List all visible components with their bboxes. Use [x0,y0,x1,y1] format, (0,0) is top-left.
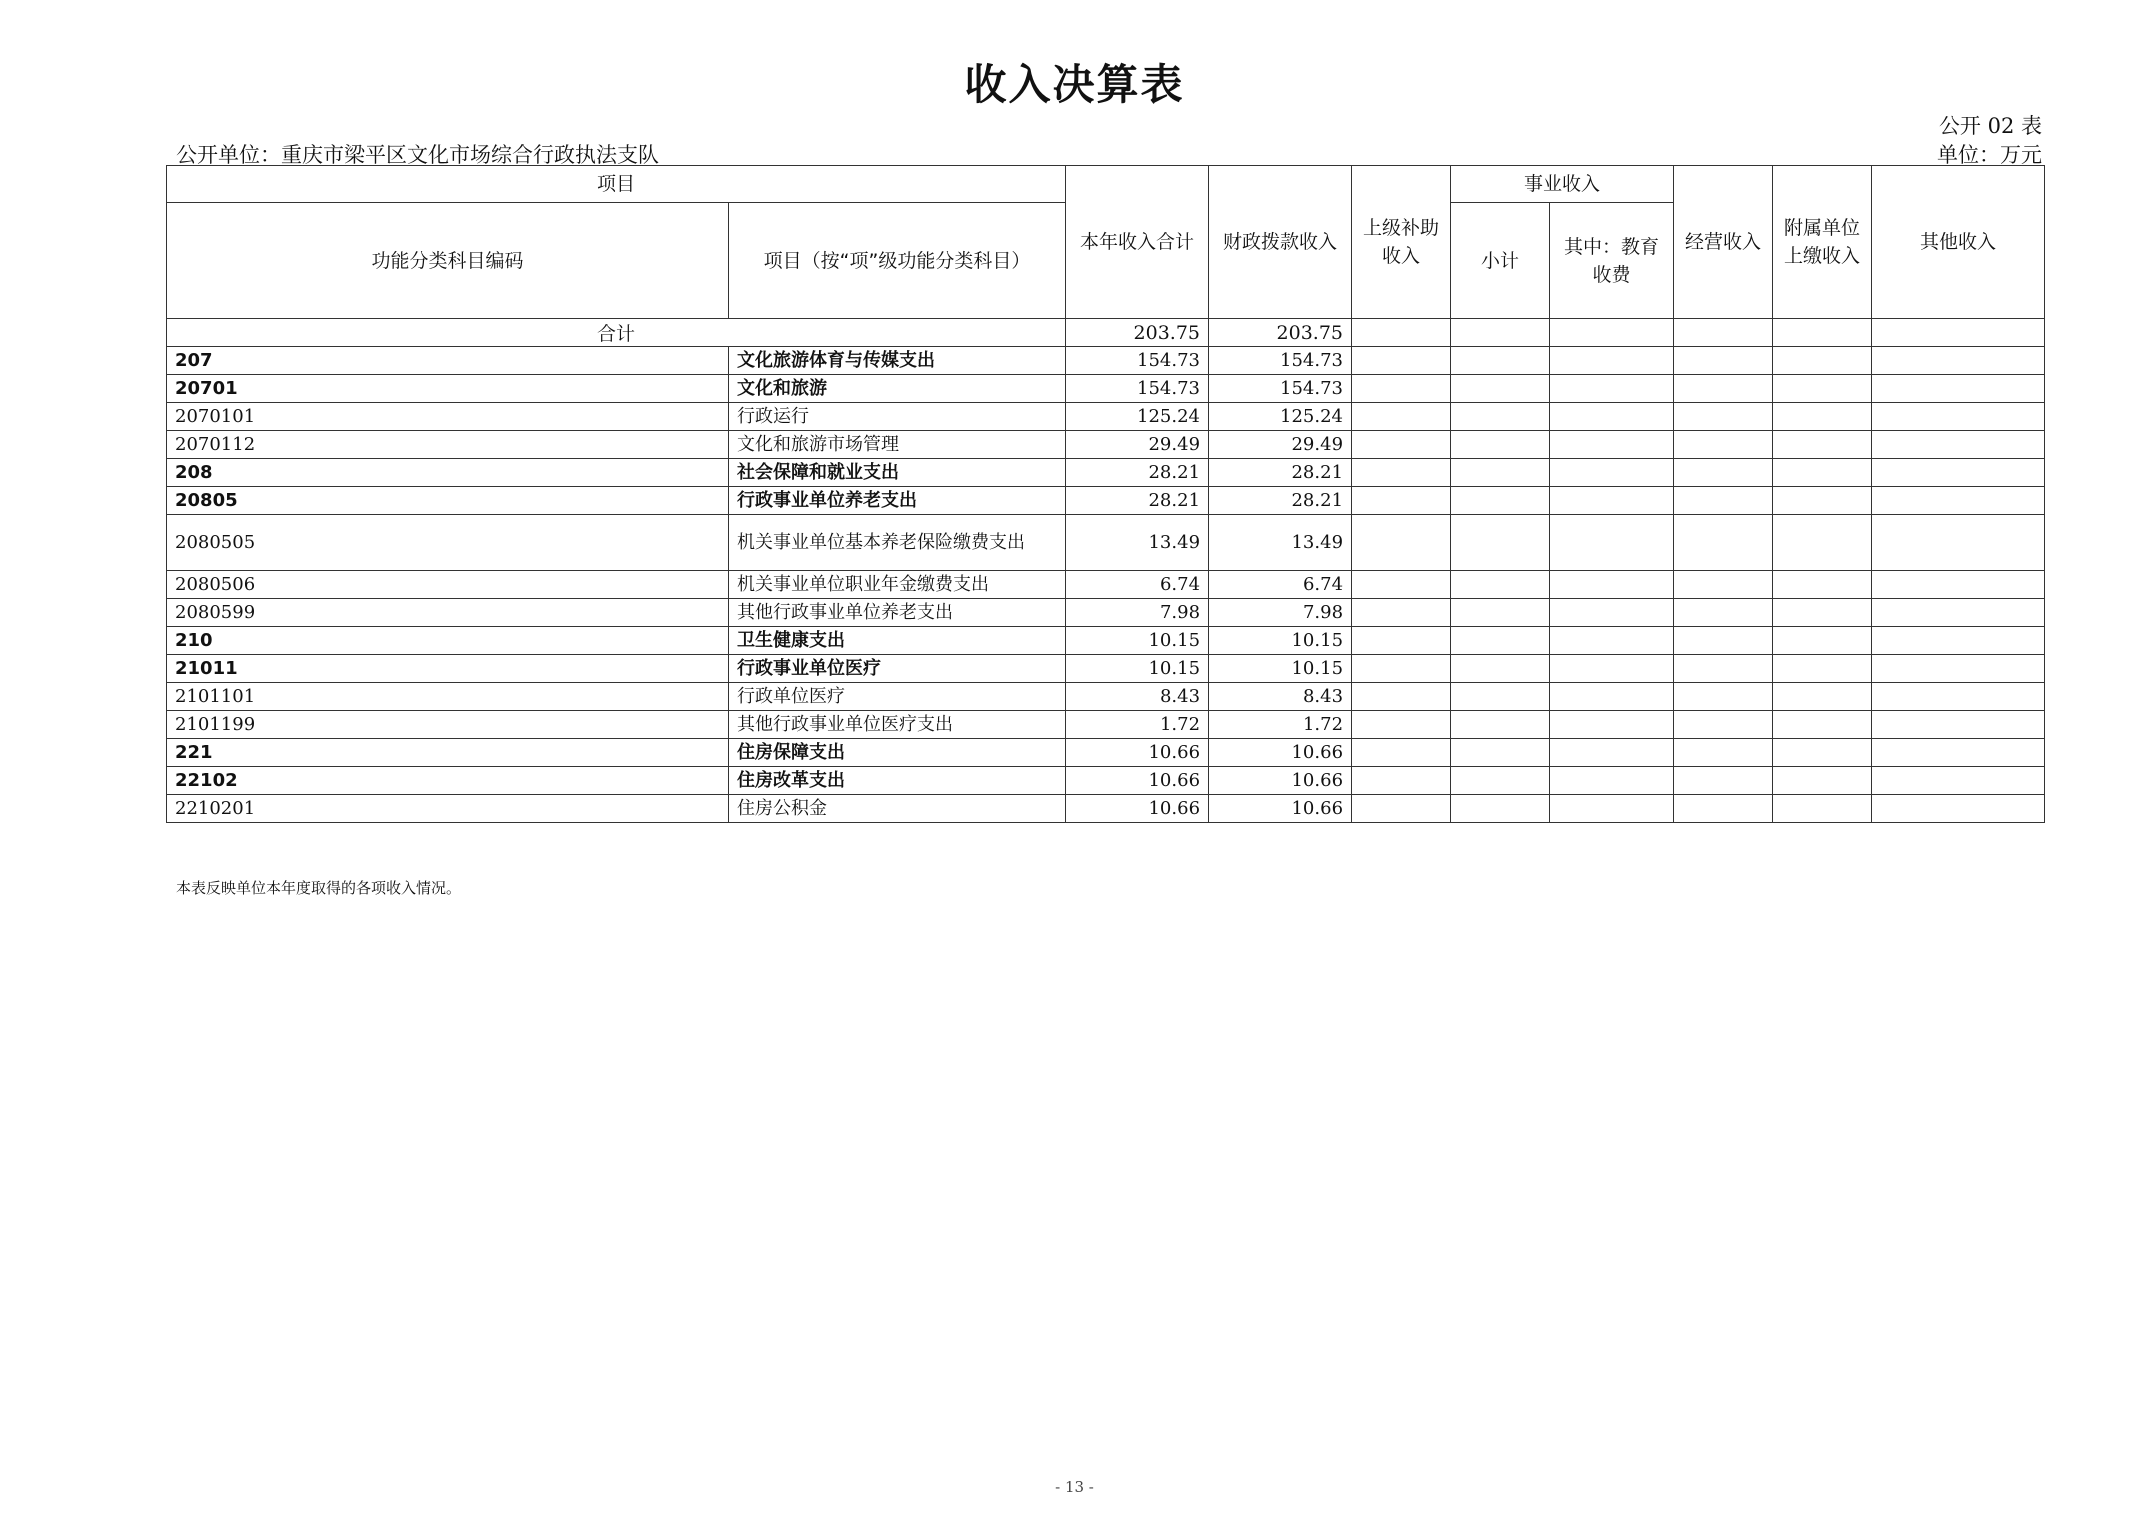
empty-cell [1550,711,1674,739]
empty-cell [1550,739,1674,767]
empty-cell [1550,375,1674,403]
empty-cell [1352,711,1451,739]
row-fiscal: 10.66 [1209,795,1352,823]
empty-cell [1451,347,1550,375]
row-total-income: 10.15 [1066,627,1209,655]
row-fiscal: 13.49 [1209,515,1352,571]
header-func-name: 项目（按“项”级功能分类科目） [729,203,1066,319]
row-fiscal: 10.15 [1209,627,1352,655]
row-name: 行政单位医疗 [729,683,1066,711]
row-fiscal: 7.98 [1209,599,1352,627]
table-row [167,795,2045,823]
table-row [167,515,2045,571]
empty-cell [1872,431,2045,459]
row-total-income: 7.98 [1066,599,1209,627]
empty-cell [1872,627,2045,655]
empty-cell [1674,627,1773,655]
empty-cell [1451,767,1550,795]
table-row [167,739,2045,767]
row-name: 社会保障和就业支出 [729,459,1066,487]
table-row [167,767,2045,795]
row-code: 20805 [167,487,729,515]
empty-cell [1872,739,2045,767]
row-code: 2101101 [167,683,729,711]
row-total-income: 10.66 [1066,739,1209,767]
row-total-income: 154.73 [1066,347,1209,375]
table-row [167,487,2045,515]
row-name: 行政运行 [729,403,1066,431]
header-total-income: 本年收入合计 [1066,166,1209,319]
table-row [167,431,2045,459]
row-total-income: 1.72 [1066,711,1209,739]
row-total-income: 10.66 [1066,767,1209,795]
row-total-income: 10.15 [1066,655,1209,683]
empty-cell [1451,795,1550,823]
empty-cell [1674,459,1773,487]
row-total-income: 13.49 [1066,515,1209,571]
empty-cell [1352,319,1451,347]
empty-cell [1451,459,1550,487]
empty-cell [1872,571,2045,599]
row-fiscal: 10.66 [1209,767,1352,795]
empty-cell [1773,767,1872,795]
page-number: - 13 - [1055,1478,1094,1496]
table-row [167,655,2045,683]
empty-cell [1550,571,1674,599]
row-fiscal: 154.73 [1209,347,1352,375]
total-row [167,319,2045,347]
empty-cell [1550,459,1674,487]
empty-cell [1773,459,1872,487]
empty-cell [1674,571,1773,599]
empty-cell [1451,487,1550,515]
footnote: 本表反映单位本年度取得的各项收入情况。 [176,879,462,897]
total-fiscal-value: 203.75 [1209,319,1352,347]
empty-cell [1773,795,1872,823]
total-label: 合计 [167,319,1066,347]
empty-cell [1773,487,1872,515]
row-total-income: 28.21 [1066,487,1209,515]
table-row [167,683,2045,711]
empty-cell [1674,319,1773,347]
empty-cell [1773,683,1872,711]
empty-cell [1352,739,1451,767]
currency-unit: 单位：万元 [1937,143,2042,167]
header-fiscal: 财政拨款收入 [1209,166,1352,319]
row-code: 2080506 [167,571,729,599]
empty-cell [1352,515,1451,571]
empty-cell [1352,683,1451,711]
empty-cell [1550,627,1674,655]
row-code: 21011 [167,655,729,683]
empty-cell [1352,347,1451,375]
empty-cell [1773,375,1872,403]
header-func-code: 功能分类科目编码 [167,203,729,319]
row-code: 22102 [167,767,729,795]
table-row [167,375,2045,403]
empty-cell [1872,515,2045,571]
row-code: 207 [167,347,729,375]
empty-cell [1872,655,2045,683]
table-row [167,347,2045,375]
empty-cell [1773,655,1872,683]
row-name: 住房改革支出 [729,767,1066,795]
row-fiscal: 28.21 [1209,487,1352,515]
empty-cell [1550,431,1674,459]
row-total-income: 154.73 [1066,375,1209,403]
row-name: 文化和旅游市场管理 [729,431,1066,459]
reporting-unit: 公开单位：重庆市梁平区文化市场综合行政执法支队 [176,143,659,167]
row-fiscal: 125.24 [1209,403,1352,431]
empty-cell [1773,599,1872,627]
row-name: 机关事业单位职业年金缴费支出 [729,571,1066,599]
empty-cell [1550,487,1674,515]
empty-cell [1352,627,1451,655]
table-row [167,599,2045,627]
row-total-income: 125.24 [1066,403,1209,431]
empty-cell [1773,319,1872,347]
row-code: 2210201 [167,795,729,823]
empty-cell [1674,487,1773,515]
empty-cell [1872,711,2045,739]
empty-cell [1674,375,1773,403]
empty-cell [1773,347,1872,375]
row-name: 其他行政事业单位养老支出 [729,599,1066,627]
empty-cell [1674,599,1773,627]
form-number: 公开 02 表 [1938,114,2042,138]
header-education-fee: 其中：教育收费 [1550,203,1674,319]
empty-cell [1773,711,1872,739]
row-total-income: 29.49 [1066,431,1209,459]
empty-cell [1872,459,2045,487]
empty-cell [1550,347,1674,375]
row-fiscal: 10.15 [1209,655,1352,683]
row-name: 住房保障支出 [729,739,1066,767]
row-fiscal: 10.66 [1209,739,1352,767]
empty-cell [1674,711,1773,739]
row-code: 210 [167,627,729,655]
empty-cell [1674,683,1773,711]
empty-cell [1872,403,2045,431]
table-row [167,403,2045,431]
row-name: 文化旅游体育与传媒支出 [729,347,1066,375]
empty-cell [1451,515,1550,571]
empty-cell [1451,403,1550,431]
empty-cell [1773,431,1872,459]
empty-cell [1872,347,2045,375]
empty-cell [1352,655,1451,683]
row-fiscal: 8.43 [1209,683,1352,711]
empty-cell [1550,599,1674,627]
empty-cell [1550,515,1674,571]
row-total-income: 6.74 [1066,571,1209,599]
header-subtotal: 小计 [1451,203,1550,319]
empty-cell [1773,739,1872,767]
empty-cell [1451,319,1550,347]
empty-cell [1550,795,1674,823]
empty-cell [1872,319,2045,347]
empty-cell [1674,347,1773,375]
table-row [167,627,2045,655]
row-name: 其他行政事业单位医疗支出 [729,711,1066,739]
row-code: 2101199 [167,711,729,739]
empty-cell [1674,767,1773,795]
row-code: 2070112 [167,431,729,459]
empty-cell [1550,767,1674,795]
empty-cell [1773,627,1872,655]
row-name: 文化和旅游 [729,375,1066,403]
empty-cell [1352,459,1451,487]
empty-cell [1352,795,1451,823]
empty-cell [1451,627,1550,655]
empty-cell [1352,403,1451,431]
empty-cell [1352,431,1451,459]
row-fiscal: 28.21 [1209,459,1352,487]
empty-cell [1451,739,1550,767]
row-fiscal: 29.49 [1209,431,1352,459]
row-total-income: 10.66 [1066,795,1209,823]
empty-cell [1872,795,2045,823]
row-code: 2080599 [167,599,729,627]
empty-cell [1451,375,1550,403]
empty-cell [1674,795,1773,823]
row-total-income: 8.43 [1066,683,1209,711]
header-other: 其他收入 [1872,166,2045,319]
empty-cell [1352,487,1451,515]
row-name: 住房公积金 [729,795,1066,823]
table-row [167,571,2045,599]
row-name: 机关事业单位基本养老保险缴费支出 [729,515,1066,571]
empty-cell [1872,487,2045,515]
empty-cell [1773,571,1872,599]
empty-cell [1872,683,2045,711]
empty-cell [1674,655,1773,683]
row-fiscal: 6.74 [1209,571,1352,599]
row-fiscal: 1.72 [1209,711,1352,739]
empty-cell [1674,431,1773,459]
empty-cell [1550,319,1674,347]
header-affiliated: 附属单位上缴收入 [1773,166,1872,319]
empty-cell [1451,431,1550,459]
empty-cell [1352,599,1451,627]
row-code: 208 [167,459,729,487]
table-row [167,711,2045,739]
row-name: 行政事业单位养老支出 [729,487,1066,515]
empty-cell [1451,571,1550,599]
empty-cell [1674,739,1773,767]
empty-cell [1773,403,1872,431]
empty-cell [1773,515,1872,571]
empty-cell [1550,403,1674,431]
header-superior-subsidy: 上级补助收入 [1352,166,1451,319]
empty-cell [1451,655,1550,683]
row-name: 行政事业单位医疗 [729,655,1066,683]
table-row [167,459,2045,487]
empty-cell [1550,683,1674,711]
row-code: 20701 [167,375,729,403]
row-code: 2070101 [167,403,729,431]
empty-cell [1872,767,2045,795]
header-project-group: 项目 [167,166,1066,203]
empty-cell [1352,571,1451,599]
row-total-income: 28.21 [1066,459,1209,487]
header-operating: 经营收入 [1674,166,1773,319]
empty-cell [1451,599,1550,627]
empty-cell [1550,655,1674,683]
income-table [166,165,2045,823]
row-name: 卫生健康支出 [729,627,1066,655]
total-income-value: 203.75 [1066,319,1209,347]
header-business-group: 事业收入 [1451,166,1674,203]
empty-cell [1451,711,1550,739]
page-title: 收入决算表 [964,60,1185,109]
empty-cell [1872,599,2045,627]
empty-cell [1674,515,1773,571]
row-code: 221 [167,739,729,767]
empty-cell [1352,375,1451,403]
empty-cell [1872,375,2045,403]
empty-cell [1352,767,1451,795]
row-code: 2080505 [167,515,729,571]
empty-cell [1674,403,1773,431]
empty-cell [1451,683,1550,711]
row-fiscal: 154.73 [1209,375,1352,403]
